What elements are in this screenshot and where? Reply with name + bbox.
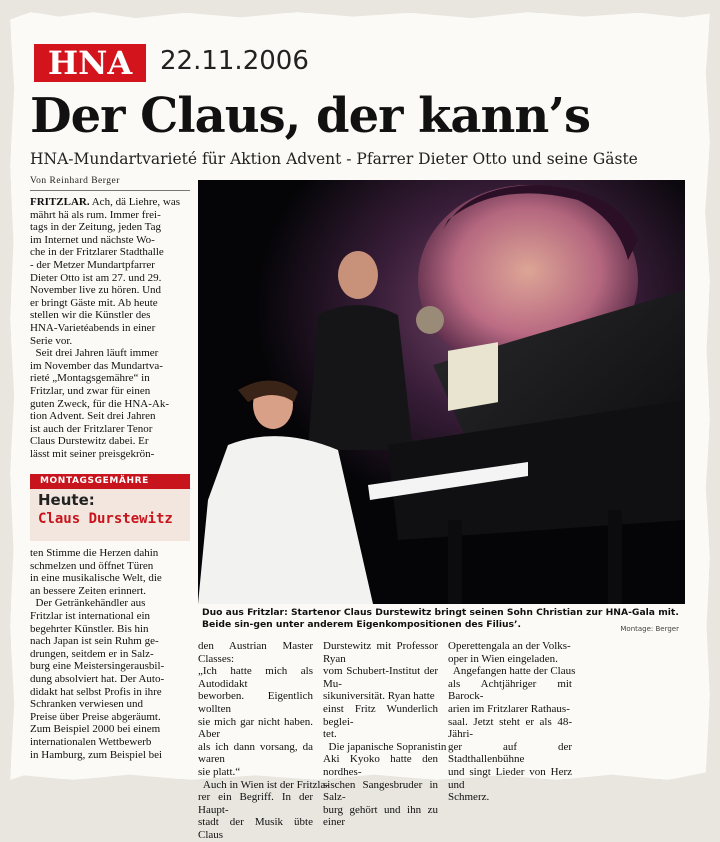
text-line: Operettengala an der Volks- [448,640,571,652]
text-line: beworben. Eigentlich wollten [198,690,313,715]
text-line: Fritzlar ist international ein [30,609,151,622]
byline: Von Reinhard Berger [30,176,120,186]
headline: Der Claus, der kann’s [30,88,591,144]
column-1-top [30,196,190,460]
text-line: als ich dann vorsang, da waren [198,740,313,766]
article-date: 22.11.2006 [160,46,309,76]
text-line: Durstewitz mit Professor Ryan [323,640,438,665]
singer-head [338,251,378,299]
text-line: Serie vor. [30,334,73,347]
hna-logo: HNA [34,44,146,82]
text-line: drungen, seitdem er in Salz- [30,647,154,660]
text-line: saal. Jetzt steht er als 48-Jähri- [448,715,572,741]
text-line: in eine musikalische Welt, die [30,572,162,585]
text-line: Schmerz. [448,791,490,804]
infobox-series-label: MONTAGSGEMÄHRE [30,474,190,489]
text-line: sischen Sangesbruder in Salz- [323,778,438,804]
text-line: und singt Lieder von Herz und [448,765,572,791]
microphone-icon [416,306,444,334]
text-line: tet. [323,728,337,741]
text-line: burg eine Meistersingerausbil- [30,660,165,673]
caption-text: Duo aus Fritzlar: Startenor Claus Durstewitz bringt seinen Sohn Christian zur HNA-Gala mit. Beide sin-gen unter anderem Eigenkompositionen des Filius’. [202,607,679,630]
text-line: - der Metzer Mundartpfarrer [30,258,155,271]
photo-illustration [198,180,685,604]
text-line: dung absolviert hat. Der Auto- [30,672,165,685]
text-line: ist auch der Fritzlarer Tenor [30,422,153,435]
photo-caption [198,604,685,638]
text-line: stellen wir die Künstler des [30,309,151,322]
text-line: im Internet und nächste Wo- [30,233,155,246]
text-line: „Ich hatte mich als Autodidakt [198,665,313,690]
text-line: oper in Wien eingeladen. [448,652,558,665]
text-line: Fritzlar, und zwar für einen [30,384,151,397]
text-line: sie mich gar nicht haben. Aber [198,715,313,741]
text-line: schmelzen und öffnet Türen [30,559,154,572]
text-line: tion Advent. Seit drei Jahren [30,410,156,423]
text-line: arien im Fritzlarer Rathaus- [448,702,570,715]
dateline: FRITZLAR. [30,196,90,208]
text-line: sie platt.“ [198,765,241,778]
text-line: ten Stimme die Herzen dahin [30,547,159,559]
text-line [30,196,190,209]
text-line: Auch in Wien ist der Fritzla- [198,778,330,791]
text-line: an bessere Zeiten erinnert. [30,584,147,597]
text-line: Der Getränkehändler aus [30,597,146,610]
text-line: Preise über Preise abgeräumt. [30,710,161,723]
infobox-title: Heute: [38,491,95,509]
text-line: guten Zweck, für die HNA-Ak- [30,397,169,410]
text-line: nach Japan ist sein Ruhm ge- [30,635,159,648]
byline-rule [30,190,190,191]
text-line: burg gehört und ihn zu einer [323,803,438,829]
text-line: Seit drei Jahren läuft immer [30,347,159,360]
subheadline: HNA-Mundartvarieté für Aktion Advent - Pfarrer Dieter Otto und seine Gäste [30,150,638,168]
text-line: Angefangen hatte der Claus [448,665,576,678]
text-line: HNA-Varietéabends in einer [30,321,156,334]
photo-credit: Montage: Berger [620,625,679,633]
text-line: Die japanische Sopranistin [323,740,447,753]
singer-body [308,305,413,450]
text-line: Aki Kyoko hatte den nordhes- [323,753,438,778]
column-3 [323,640,447,829]
text-line: November live zu hören. Und [30,284,162,297]
text-line: Dieter Otto ist am 27. und 29. [30,271,162,284]
text-line: stadt der Musik übte Claus [198,816,313,841]
text-line: mährt hä als rum. Immer frei- [30,208,161,221]
text-line: Schranken verwiesen und [30,698,144,711]
text-line: rieté „Montagsgemähre“ in [30,372,150,385]
text-line: einst Fritz Wunderlich beglei- [323,702,438,728]
text-line: im November das Mundartva- [30,359,163,372]
text-line: internationalen Wettbewerb [30,735,152,748]
text-line: begehrter Künstler. Bis hin [30,622,149,635]
text-line: tags in der Zeitung, jeden Tag [30,221,161,234]
text-line: in Hamburg, zum Beispiel bei [30,748,163,761]
photo-montage [198,180,685,604]
text-line: rer ein Begriff. In der Haupt- [198,791,313,816]
infobox-name: Claus Durstewitz [38,511,173,527]
text-line-rest: Ach, dä Liehre, was [89,196,181,208]
column-1-bottom [30,547,190,761]
text-line: didakt hat selbst Profis in ihre [30,685,162,698]
text-line: Zum Beispiel 2000 bei einem [30,723,161,736]
text-line: ger auf der Stadthallenbühne [448,740,572,766]
sheet-music [448,342,498,411]
text-line: als Achtjähriger mit Barock- [448,677,572,703]
text-line: den Austrian Master Classes: [198,640,313,665]
text-line: er bringt Gäste mit. Ab heute [30,296,158,309]
text-line: vom Schubert-Institut der Mu- [323,665,438,690]
text-line: lässt mit seiner preisgekrön- [30,447,155,460]
text-line: sikuniversität. Ryan hatte [323,690,435,703]
text-line: Claus Durstewitz dabei. Er [30,435,149,448]
text-line: che in der Fritzlarer Stadthalle [30,246,164,259]
column-4 [448,640,576,804]
